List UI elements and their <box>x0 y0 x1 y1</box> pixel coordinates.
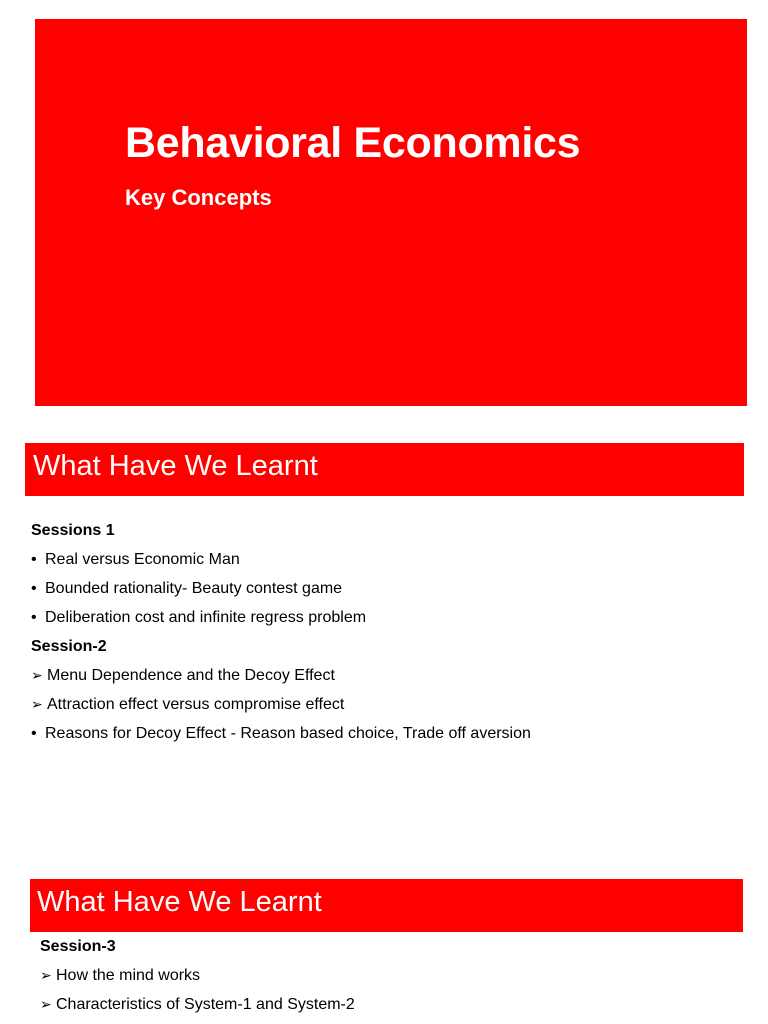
bullet-icon: • <box>31 580 37 597</box>
list-item <box>31 661 531 690</box>
list-item-text: Bounded rationality- Beauty contest game <box>45 580 343 597</box>
presentation-subtitle: Key Concepts <box>125 185 272 210</box>
title-slide <box>35 19 747 406</box>
slide-1-content <box>31 516 531 748</box>
slide-1-heading: What Have We Learnt <box>25 443 744 496</box>
list-item-text: Reasons for Decoy Effect - Reason based choice, Trade off aversion <box>45 725 531 742</box>
slide-2-content <box>40 932 355 1019</box>
list-item <box>40 961 355 990</box>
list-item <box>31 690 531 719</box>
list-item <box>31 574 531 603</box>
arrow-bullet-icon: ➢ <box>40 967 52 983</box>
arrow-bullet-icon: ➢ <box>31 667 43 683</box>
bullet-icon: • <box>31 725 37 742</box>
list-item-text: How the mind works <box>56 967 201 984</box>
list-item-text: Real versus Economic Man <box>45 551 240 568</box>
presentation-title: Behavioral Economics <box>125 119 581 167</box>
list-item <box>31 719 531 748</box>
list-item-text: Characteristics of System-1 and System-2 <box>56 996 355 1013</box>
arrow-bullet-icon: ➢ <box>40 996 52 1012</box>
list-item <box>31 603 531 632</box>
slide-2-heading: What Have We Learnt <box>30 879 743 932</box>
arrow-bullet-icon: ➢ <box>31 696 43 712</box>
list-item <box>31 545 531 574</box>
bullet-icon: • <box>31 551 37 568</box>
bullet-icon: • <box>31 609 37 626</box>
list-item-text: Deliberation cost and infinite regress problem <box>45 609 367 626</box>
list-item-text: Menu Dependence and the Decoy Effect <box>47 667 335 684</box>
session-label: Session-3 <box>40 938 116 955</box>
list-item <box>40 990 355 1019</box>
session-label: Session-2 <box>31 638 107 655</box>
list-item-text: Attraction effect versus compromise effect <box>47 696 345 713</box>
session-label: Sessions 1 <box>31 522 115 539</box>
